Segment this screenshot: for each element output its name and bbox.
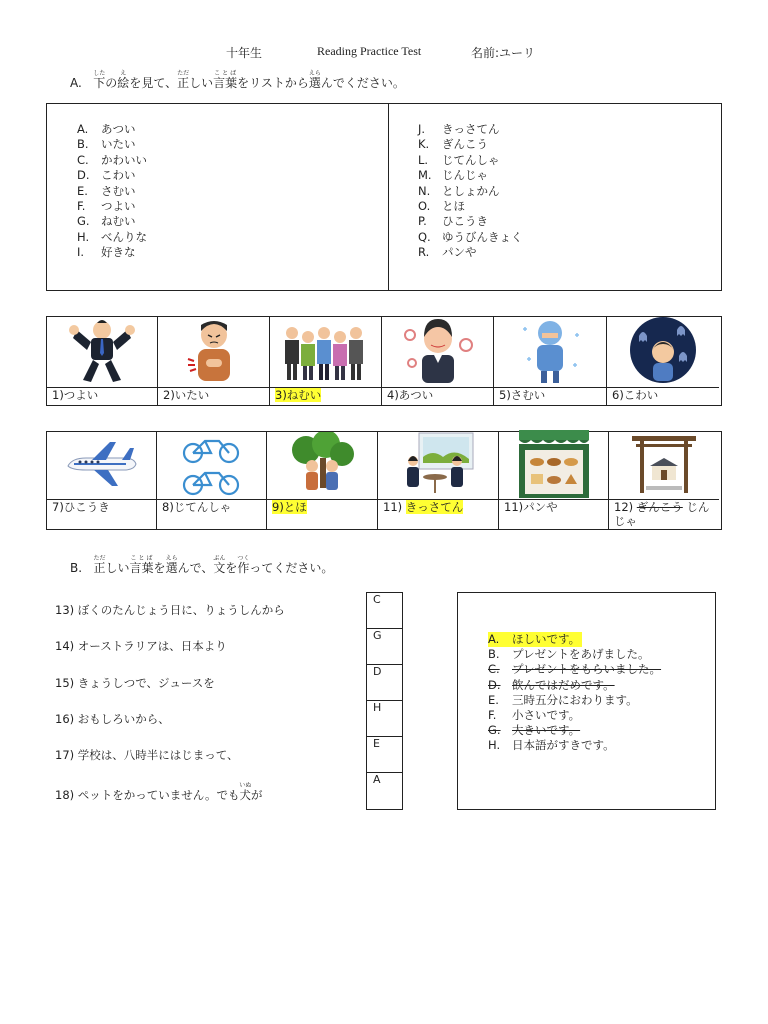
option-letter: B. — [488, 647, 500, 662]
option-item — [488, 647, 661, 662]
word-list-word: ひこうき — [442, 214, 488, 229]
word-list-word: 好きな — [101, 245, 136, 260]
option-item — [488, 738, 661, 753]
word-list-word: ねむい — [101, 214, 136, 229]
picture-caption[interactable] — [157, 499, 266, 529]
section-a-instruction: A. 下したの絵えを見て、正ただしい言葉ことばをリストから選えらんでください。 — [70, 70, 405, 90]
caption-text: じんじゃ — [614, 500, 710, 528]
ruby-inu: 犬いぬ — [239, 782, 252, 802]
word-list-letter: N. — [418, 183, 431, 198]
question-18: 18) ペットをかっていません。でも犬いぬが — [55, 782, 263, 802]
strong-man-icon — [67, 316, 137, 388]
word-list-right — [418, 122, 523, 261]
cafe-icon — [399, 431, 477, 501]
ruby-kotoba-b: 言葉ことば — [129, 555, 154, 575]
option-letter: C. — [488, 662, 500, 677]
word-list-word: ぎんこう — [442, 137, 488, 152]
question-13: 13) ぼくのたんじょう日に、りょうしんから — [55, 603, 285, 617]
picture-cell-6 — [607, 317, 719, 405]
picture-caption[interactable] — [609, 499, 719, 529]
option-text: 大きいです。 — [512, 723, 581, 738]
word-list-letter: G. — [77, 214, 90, 229]
caption-number: 11) — [383, 500, 403, 514]
word-list-word: としょかん — [442, 183, 500, 198]
option-text: 日本語がすきです。 — [512, 738, 615, 753]
word-list-word: とほ — [442, 199, 465, 214]
ruby-era: 選えら — [308, 70, 321, 90]
caption-number: 12) — [614, 500, 634, 514]
picture-cell-6 — [609, 432, 719, 529]
word-list-item — [418, 230, 523, 245]
word-list-letter: C. — [77, 152, 89, 167]
word-list-letter: O. — [418, 199, 431, 214]
ruby-kotoba: 言葉ことば — [213, 70, 238, 90]
picture-cell-2 — [157, 432, 267, 529]
test-title: Reading Practice Test — [317, 44, 422, 58]
word-list-item — [77, 184, 147, 199]
option-letter: D. — [488, 677, 501, 692]
picture-row-1 — [46, 316, 722, 406]
word-list-item — [418, 214, 523, 229]
section-b-letter: B. — [70, 561, 83, 575]
caption-text: 6)こわい — [612, 388, 659, 402]
word-list-word: こわい — [101, 168, 136, 183]
ruby-tada-b: 正ただ — [93, 555, 106, 575]
word-list-item — [77, 137, 147, 152]
picture-caption[interactable] — [47, 499, 156, 529]
caption-text: 4)あつい — [387, 388, 434, 402]
option-text: 小さいです。 — [512, 708, 581, 723]
caption-text: 7)ひこうき — [52, 500, 110, 514]
picture-cell-4 — [382, 317, 494, 405]
word-list-letter: P. — [418, 214, 427, 229]
shrine-icon — [628, 432, 700, 500]
word-list-letter: J. — [418, 122, 426, 136]
word-list-item — [418, 184, 523, 199]
word-list-letter: K. — [418, 137, 430, 152]
picture-cell-5 — [499, 432, 609, 529]
answer-box-18[interactable]: A — [373, 773, 381, 786]
word-list-letter: A. — [77, 122, 89, 136]
word-list-letter: H. — [77, 229, 90, 244]
picture-row-2 — [46, 431, 722, 530]
ruby-era-b: 選えら — [165, 555, 178, 575]
ruby-e: 絵え — [117, 70, 130, 90]
answer-column — [366, 592, 403, 810]
word-list-letter: F. — [77, 199, 86, 214]
word-list-letter: I. — [77, 245, 85, 260]
hot-woman-icon — [398, 315, 478, 389]
word-list-box — [46, 103, 722, 291]
word-list-item — [418, 153, 523, 168]
caption-text: 5)さむい — [499, 388, 546, 402]
option-text: プレゼントをあげました。 — [512, 647, 650, 662]
picture-caption[interactable] — [494, 387, 606, 405]
student-name: 名前:ユーリ — [471, 46, 536, 60]
picture-cell-5 — [494, 317, 607, 405]
option-letter: E. — [488, 692, 499, 707]
pain-man-icon — [184, 315, 244, 389]
caption-text: 3)ねむい — [275, 388, 322, 402]
ruby-bun: 文ぶん — [213, 555, 226, 575]
picture-cell-1 — [47, 317, 158, 405]
word-list-left — [77, 122, 147, 261]
ruby-tada: 正ただ — [177, 70, 190, 90]
option-item — [488, 678, 661, 693]
option-text: ほしいです。 — [512, 632, 581, 646]
question-14: 14) オーストラリアは、日本より — [55, 639, 227, 653]
section-a-letter: A. — [70, 76, 82, 90]
word-list-letter: R. — [418, 245, 430, 260]
picture-caption[interactable] — [382, 387, 493, 405]
word-list-item — [418, 137, 523, 152]
sleepy-group-icon — [280, 317, 372, 387]
word-list-item — [418, 168, 523, 183]
word-list-word: つよい — [101, 199, 136, 214]
option-item — [488, 662, 661, 677]
answer-box-14[interactable]: G — [367, 629, 402, 665]
section-b-instruction: B. 正ただしい言葉ことばを選えらんで、文ぶんを作つくってください。 — [70, 555, 334, 575]
bakery-icon — [519, 430, 589, 502]
word-list-word: さむい — [101, 183, 136, 198]
scared-child-icon — [629, 316, 697, 388]
option-item — [488, 723, 661, 738]
word-list-word: きっさてん — [442, 122, 500, 136]
word-list-word: あつい — [101, 122, 136, 136]
answer-box-17[interactable]: E — [367, 737, 402, 773]
word-list-word: いたい — [101, 137, 136, 152]
option-text: 飲んではだめです。 — [512, 677, 615, 692]
picture-cell-3 — [270, 317, 382, 405]
caption-text: 2)いたい — [163, 388, 210, 402]
word-list-letter: L. — [418, 152, 429, 167]
word-list-word: ゆうびんきょく — [442, 229, 523, 244]
options-box — [457, 592, 716, 810]
word-list-item — [77, 230, 147, 245]
word-list-item — [77, 122, 147, 137]
picture-cell-1 — [47, 432, 157, 529]
word-list-item — [77, 245, 147, 260]
picture-caption[interactable] — [378, 499, 498, 529]
question-15: 15) きょうしつで、ジュースを — [55, 676, 215, 690]
word-list-item — [77, 153, 147, 168]
grade-label: 十年生 — [226, 46, 263, 60]
picture-cell-3 — [267, 432, 378, 529]
ruby-shita: 下した — [93, 70, 106, 90]
caption-text: 1)つよい — [52, 388, 99, 402]
word-list-item — [418, 199, 523, 214]
bicycle-icon — [177, 431, 247, 501]
word-list-item — [418, 122, 523, 137]
picture-cell-4 — [378, 432, 499, 529]
word-list-word: パンや — [442, 245, 477, 260]
word-list-divider — [388, 104, 389, 290]
option-letter: F. — [488, 708, 497, 723]
word-list-letter: D. — [77, 168, 90, 183]
word-list-item — [77, 214, 147, 229]
picture-caption[interactable] — [499, 499, 608, 529]
caption-struck: ぎんこう — [636, 500, 683, 514]
option-item — [488, 693, 661, 708]
picture-caption[interactable] — [607, 387, 719, 405]
caption-highlighted: きっさてん — [405, 500, 464, 514]
question-17: 17) 学校は、八時半にはじまって、 — [55, 748, 239, 762]
word-list-letter: B. — [77, 137, 89, 152]
option-item — [488, 708, 661, 723]
picture-caption[interactable] — [47, 387, 157, 405]
option-text: 三時五分におわります。 — [512, 692, 638, 707]
word-list-word: かわいい — [101, 152, 147, 167]
option-item — [488, 632, 582, 647]
word-list-item — [77, 199, 147, 214]
caption-text: 11)パンや — [504, 500, 558, 514]
question-16: 16) おもしろいから、 — [55, 712, 170, 726]
ruby-tsuku: 作つく — [237, 555, 250, 575]
airplane-icon — [62, 436, 142, 496]
word-list-word: じんじゃ — [442, 168, 488, 183]
word-list-letter: E. — [77, 183, 88, 198]
word-list-letter: Q. — [418, 229, 431, 244]
caption-highlighted: 9)とほ — [272, 500, 307, 514]
walking-icon — [286, 432, 358, 500]
picture-caption[interactable] — [267, 499, 377, 529]
caption-text: 8)じてんしゃ — [162, 500, 232, 514]
answer-box-16[interactable]: H — [367, 701, 402, 737]
option-letter: H. — [488, 738, 501, 753]
word-list-item — [418, 245, 523, 260]
word-list-word: じてんしゃ — [442, 152, 500, 167]
word-list-letter: M. — [418, 168, 432, 183]
answer-box-13[interactable]: C — [367, 593, 402, 629]
picture-cell-2 — [158, 317, 270, 405]
option-letter: A. — [488, 632, 500, 646]
word-list-item — [77, 168, 147, 183]
word-list-word: べんりな — [101, 229, 147, 244]
option-text: プレゼントをもらいました。 — [512, 662, 662, 677]
options-list — [488, 632, 661, 754]
cold-person-icon — [515, 315, 585, 389]
picture-caption[interactable] — [158, 387, 269, 405]
answer-box-15[interactable]: D — [367, 665, 402, 701]
option-letter: G. — [488, 723, 501, 738]
picture-caption[interactable] — [270, 387, 381, 405]
